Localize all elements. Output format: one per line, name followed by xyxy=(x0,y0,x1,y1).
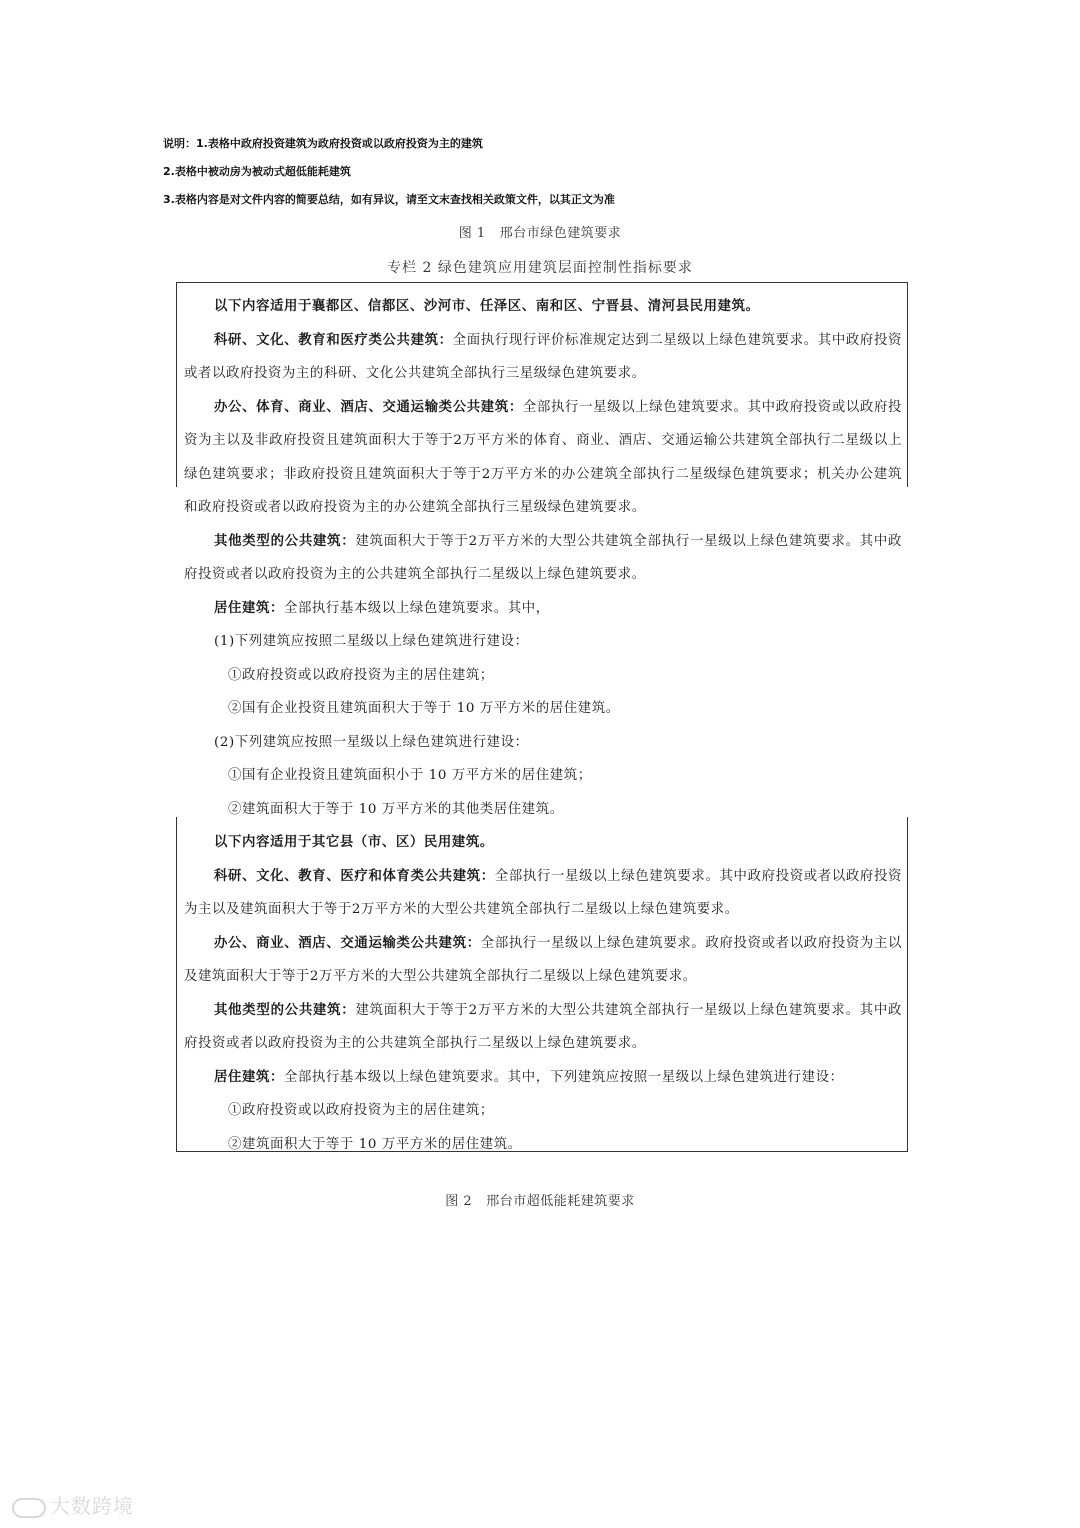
watermark xyxy=(12,1490,134,1519)
paragraph-text: 全面执行现行评价标准规定达到二星级以上绿色建筑要求。其中政府投资或者以政府投资为主的科研、文化公共建筑全部执行三星级绿色建筑要求。 xyxy=(184,332,903,381)
paragraph-heading: 其他类型的公共建筑： xyxy=(214,532,356,549)
paragraph-heading: 办公、体育、商业、酒店、交通运输类公共建筑： xyxy=(214,398,523,415)
section-1-paragraph xyxy=(184,692,902,726)
section-1-paragraph xyxy=(184,525,902,592)
section-2-paragraph xyxy=(184,826,902,860)
section-2-paragraph xyxy=(184,1061,902,1095)
section-2-paragraph xyxy=(184,994,902,1061)
notes-block xyxy=(163,136,615,220)
figure-1-number: 图 1 xyxy=(458,226,486,241)
paragraph-text: 全部执行一星级以上绿色建筑要求。政府投资或者以政府投资为主以及建筑面积大于等于2万平方米的大型公共建筑全部执行二星级以上绿色建筑要求。 xyxy=(184,935,902,984)
figure-2-number: 图 2 xyxy=(445,1194,473,1209)
figure-2-title: 邢台市超低能耗建筑要求 xyxy=(486,1194,635,1209)
paragraph-text: 全部执行一星级以上绿色建筑要求。其中政府投资或者以政府投资为主以及建筑面积大于等于2万平方米的大型公共建筑全部执行二星级以上绿色建筑要求。 xyxy=(184,868,903,917)
section-2-paragraph xyxy=(184,1128,902,1162)
paragraph-text: 全部执行基本级以上绿色建筑要求。其中，下列建筑应按照一星级以上绿色建筑进行建设： xyxy=(283,1069,844,1085)
watermark-text: 大数跨境 xyxy=(50,1494,134,1518)
note-line-1: 说明：1.表格中政府投资建筑为政府投资或以政府投资为主的建筑 xyxy=(163,137,483,150)
watermark-logo-icon xyxy=(12,1498,46,1518)
section-1-paragraph xyxy=(184,391,902,525)
box-border-gap-right xyxy=(906,487,909,817)
note-line-3: 3.表格内容是对文件内容的简要总结，如有异议，请至文末查找相关政策文件，以其正文为准 xyxy=(163,193,615,206)
section-1-paragraph xyxy=(184,726,902,760)
figure-1-caption xyxy=(0,222,1080,241)
section-2-paragraph xyxy=(184,1094,902,1128)
paragraph-text: ②建筑面积大于等于 10 万平方米的居住建筑。 xyxy=(228,1136,522,1152)
paragraph-text: (1)下列建筑应按照二星级以上绿色建筑进行建设： xyxy=(214,634,529,649)
box-border-gap-left xyxy=(175,487,178,817)
section-1-paragraph xyxy=(184,659,902,693)
paragraph-text: ②国有企业投资且建筑面积大于等于 10 万平方米的居住建筑。 xyxy=(228,701,620,716)
paragraph-heading: 居住建筑： xyxy=(214,1068,284,1085)
paragraph-text: ②建筑面积大于等于 10 万平方米的其他类居住建筑。 xyxy=(228,801,564,817)
section-1-paragraph xyxy=(184,290,902,324)
section-1-paragraph xyxy=(184,793,902,827)
paragraph-text: ①政府投资或以政府投资为主的居住建筑； xyxy=(228,1103,494,1118)
requirements-content xyxy=(184,290,902,1161)
section-2-paragraph xyxy=(184,860,902,927)
paragraph-heading: 科研、文化、教育、医疗和体育类公共建筑： xyxy=(214,867,495,884)
paragraph-text: ①政府投资或以政府投资为主的居住建筑； xyxy=(228,667,494,683)
paragraph-heading: 办公、商业、酒店、交通运输类公共建筑： xyxy=(214,934,481,951)
paragraph-text: 建筑面积大于等于2万平方米的大型公共建筑全部执行一星级以上绿色建筑要求。其中政府投资或者以政府投资为主的公共建筑全部执行二星级以上绿色建筑要求。 xyxy=(184,533,902,582)
note-line-2: 2.表格中被动房为被动式超低能耗建筑 xyxy=(163,165,351,178)
section-1-paragraph xyxy=(184,625,902,659)
paragraph-heading: 科研、文化、教育和医疗类公共建筑： xyxy=(214,331,453,348)
paragraph-text: 建筑面积大于等于2万平方米的大型公共建筑全部执行一星级以上绿色建筑要求。其中政府投资或者以政府投资为主的公共建筑全部执行二星级以上绿色建筑要求。 xyxy=(184,1002,902,1051)
paragraph-heading: 以下内容适用于襄都区、信都区、沙河市、任泽区、南和区、宁晋县、清河县民用建筑。 xyxy=(214,298,760,314)
paragraph-heading: 其他类型的公共建筑： xyxy=(214,1001,356,1018)
paragraph-heading: 以下内容适用于其它县（市、区）民用建筑。 xyxy=(214,834,494,850)
paragraph-heading: 居住建筑： xyxy=(214,599,284,616)
section-1-paragraph xyxy=(184,592,902,626)
paragraph-text: ①国有企业投资且建筑面积小于 10 万平方米的居住建筑； xyxy=(228,768,592,783)
box-title: 专栏 2 绿色建筑应用建筑层面控制性指标要求 xyxy=(387,260,693,276)
paragraph-text: 全部执行一星级以上绿色建筑要求。其中政府投资或以政府投资为主以及非政府投资且建筑面积大于等于2万平方米的体育、商业、酒店、交通运输公共建筑全部执行二星级以上绿色建筑要求；非政府投资且建筑面积大于等于2万平方米的办公建筑全部执行二星级绿色建筑要求；机关办公建筑和政府投资或者以政府投资为主的办公建筑全部执行三星级绿色建筑要求。 xyxy=(184,399,902,515)
paragraph-text: 全部执行基本级以上绿色建筑要求。其中， xyxy=(283,600,550,616)
section-1-paragraph xyxy=(184,759,902,793)
section-1-paragraph xyxy=(184,324,902,391)
paragraph-text: (2)下列建筑应按照一星级以上绿色建筑进行建设： xyxy=(214,734,529,750)
figure-2-caption xyxy=(0,1190,1080,1209)
figure-1-title: 邢台市绿色建筑要求 xyxy=(499,226,622,241)
section-2-paragraph xyxy=(184,927,902,994)
